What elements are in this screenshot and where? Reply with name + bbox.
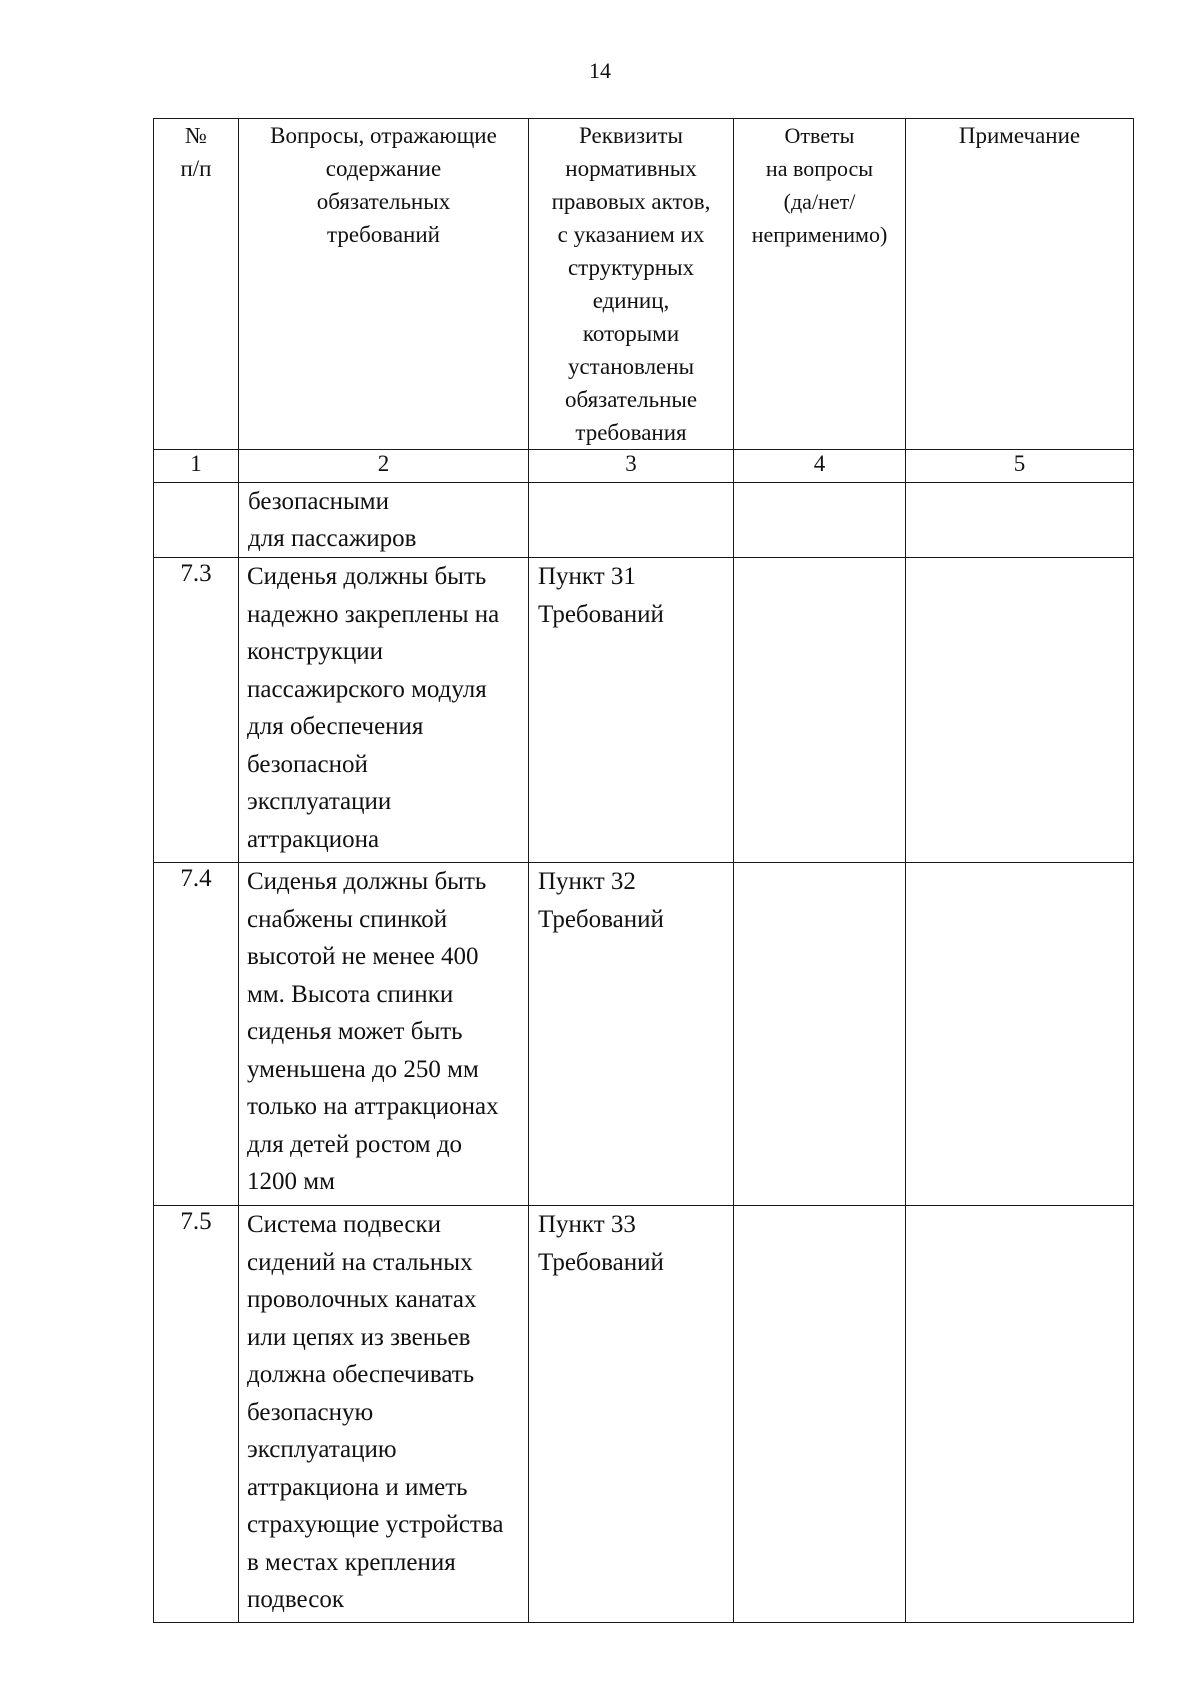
row-number: 7.4 [154, 863, 239, 1206]
answer-cell[interactable] [734, 483, 906, 558]
note-cell[interactable] [906, 483, 1134, 558]
reference-cell: Пункт 31 Требований [529, 558, 734, 863]
column-number: 3 [529, 450, 734, 483]
answer-cell[interactable] [734, 558, 906, 863]
table-header-row [154, 119, 1134, 450]
row-number-cell [154, 483, 239, 558]
answer-cell[interactable] [734, 863, 906, 1206]
page-number: 14 [589, 58, 611, 83]
column-number: 2 [239, 450, 529, 483]
table-row [154, 1206, 1134, 1623]
header-number: № п/п [154, 119, 239, 450]
question-cell: Сиденья должны быть надежно закреплены на конструкции пассажирского модуля для обеспечения безопасной эксплуатации аттракциона [239, 558, 529, 863]
requirements-table [153, 118, 1134, 1623]
continuation-row [154, 483, 1134, 558]
question-cell: Сиденья должны быть снабжены спинкой высотой не менее 400 мм. Высота спинки сиденья может быть уменьшена до 250 мм только на аттракционах для детей ростом до 1200 мм [239, 863, 529, 1206]
column-number-row [154, 450, 1134, 483]
header-note: Примечание [906, 119, 1134, 450]
header-answers: Ответы на вопросы (да/нет/ неприменимо) [734, 119, 906, 450]
note-cell[interactable] [906, 558, 1134, 863]
reference-cell: Пункт 32 Требований [529, 863, 734, 1206]
note-cell[interactable] [906, 863, 1134, 1206]
row-number: 7.5 [154, 1206, 239, 1623]
reference-cell: Пункт 33 Требований [529, 1206, 734, 1623]
column-number: 5 [906, 450, 1134, 483]
answer-cell[interactable] [734, 1206, 906, 1623]
question-cell: безопасными для пассажиров [239, 483, 529, 558]
reference-cell [529, 483, 734, 558]
row-number: 7.3 [154, 558, 239, 863]
header-legal-acts: Реквизиты нормативных правовых актов, с указанием их структурных единиц, которыми установлены обязательные требования [529, 119, 734, 450]
question-cell: Система подвески сидений на стальных проволочных канатах или цепях из звеньев должна обеспечивать безопасную эксплуатацию аттракциона и иметь страхующие устройства в местах крепления подвесок [239, 1206, 529, 1623]
column-number: 1 [154, 450, 239, 483]
header-questions: Вопросы, отражающие содержание обязательных требований [239, 119, 529, 450]
note-cell[interactable] [906, 1206, 1134, 1623]
table-row [154, 558, 1134, 863]
table-row [154, 863, 1134, 1206]
column-number: 4 [734, 450, 906, 483]
